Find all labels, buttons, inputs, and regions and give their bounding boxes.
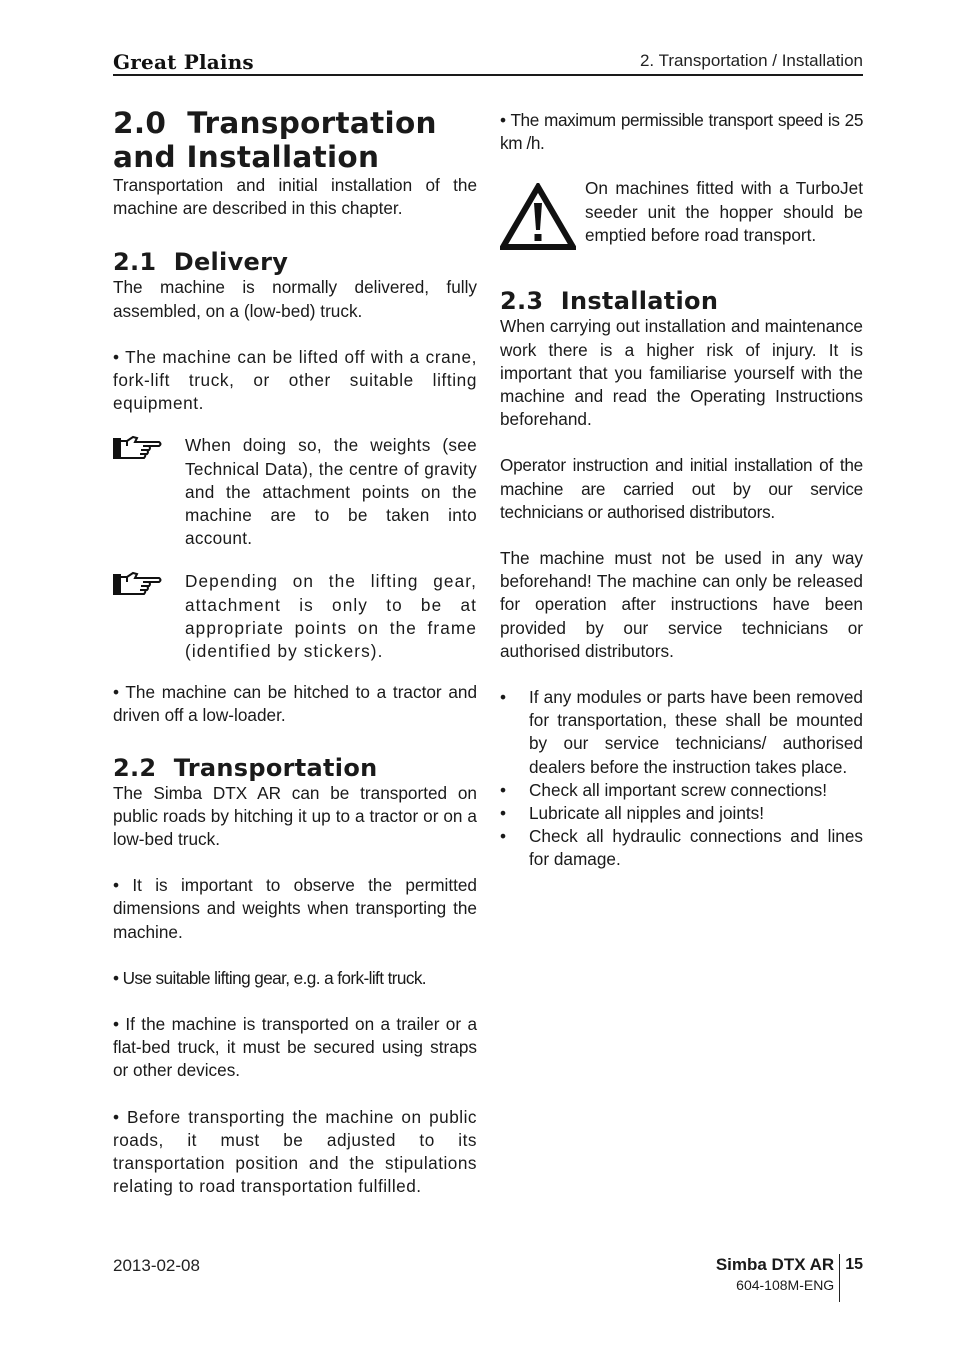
footer-date: 2013-02-08 [113,1256,200,1275]
delivery-paragraph-1: The machine is normally delivered, fully assembled, on a (low-bed) truck. [113,277,477,321]
installation-paragraph-3: The machine must not be used in any way beforehand! The machine can only be released for operation after instructions have been provided by our service technicians or authorised distributors. [500,548,863,661]
document-code: 604-108M-ENG [736,1277,835,1293]
warning-hopper [500,177,863,256]
transportation-paragraph-5: • Before transporting the machine on public roads, it must be adjusted to its transportation position and the stipulations relating to road transportation fulfilled. [113,1106,477,1197]
heading-delivery: 2.1 Delivery [113,248,289,277]
model-name: Simba DTX AR [715,1255,835,1274]
footer-model [716,1254,840,1302]
delivery-paragraph-3: • The machine can be hitched to a tractor and driven off a low-loader. [113,682,477,726]
transportation-paragraph-4: • If the machine is transported on a trailer or a flat-bed truck, it must be secured using straps or other devices. [113,1014,477,1081]
section-reference: 2. Transportation / Installation [639,51,863,70]
left-column [113,106,477,1199]
warning-triangle-icon [500,177,585,256]
note-weights [113,434,477,550]
brand-logo: Great Plains [113,50,254,74]
transportation-paragraph-3: • Use suitable lifting gear, e.g. a fork-lift truck. [113,967,426,988]
note-lifting-gear [113,570,477,663]
list-item: • If any modules or parts have been removed for transportation, these shall be mounted by our service technicians/ authorised dealers before the instruction takes place. [500,687,863,777]
list-item: • Lubricate all nipples and joints! [500,803,765,824]
page-number: 15 [845,1256,863,1273]
note-weights-text: When doing so, the weights (see Technical Data), the centre of gravity and the attachment points on the machine are to be taken into account. [185,435,477,549]
right-column [500,109,863,872]
chapter-intro: Transportation and initial installation of the machine are described in this chapter. [113,175,477,219]
footer-model-block [716,1254,863,1302]
heading-transportation: 2.2 Transportation [113,753,378,782]
list-item: • Check all hydraulic connections and lines for damage. [500,826,863,870]
heading-installation: 2.3 Installation [500,287,719,316]
installation-paragraph-2: Operator instruction and initial installation of the machine are carried out by our service technicians or authorised distributors. [500,455,863,522]
chapter-title [113,106,477,174]
list-item: • Check all important screw connections! [500,779,828,800]
pointing-hand-icon [113,570,185,602]
transportation-paragraph-1: The Simba DTX AR can be transported on public roads by hitching it up to a tractor or on a low-bed truck. [113,782,477,850]
transportation-paragraph-2: • It is important to observe the permitted dimensions and weights when transporting the machine. [113,875,477,942]
pointing-hand-icon [113,434,185,466]
max-speed-note: • The maximum permissible transport speed is 25 km /h. [500,110,863,154]
chapter-title-line1: 2.0 Transportation [113,106,437,140]
note-lifting-gear-text: Depending on the lifting gear, attachment is only to be at appropriate points on the frame (identified by stickers). [185,571,477,662]
installation-checklist [500,686,863,872]
page-header [113,48,863,76]
chapter-title-line2: and Installation [113,140,380,174]
warning-hopper-text: On machines fitted with a TurboJet seeder unit the hopper should be emptied before road transport. [585,178,863,245]
installation-paragraph-1: When carrying out installation and maintenance work there is a higher risk of injury. It is important that you familiarise yourself with the machine and read the Operating Instructions beforehand. [500,316,863,430]
delivery-paragraph-2: • The machine can be lifted off with a crane, fork-lift truck, or other suitable lifting equipment. [113,346,477,414]
